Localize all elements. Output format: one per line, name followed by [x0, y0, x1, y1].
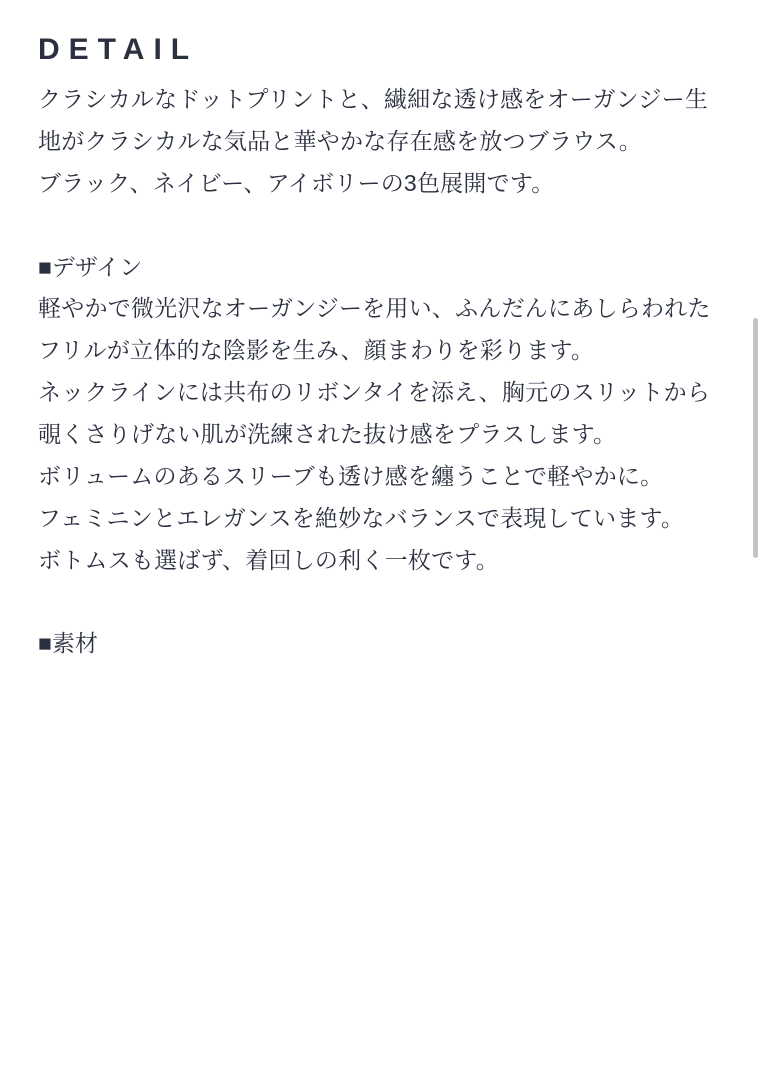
intro-paragraph-1: クラシカルなドットプリントと、繊細な透け感をオーガンジー生地がクラシカルな気品と華やかな存在感を放つブラウス。 — [38, 86, 709, 154]
design-paragraph-5: ボトムスも選ばず、着回しの利く一枚です。 — [38, 546, 499, 573]
design-paragraph-3: ボリュームのあるスリーブも透け感を纏うことで軽やかに。 — [38, 462, 664, 489]
spacer — [38, 205, 722, 247]
section-heading-design: ■デザイン — [38, 253, 143, 280]
design-paragraph-2: ネックラインには共布のリボンタイを添え、胸元のスリットから覗くさりげない肌が洗練された抜け感をプラスします。 — [38, 379, 711, 448]
scrollbar-thumb[interactable] — [753, 318, 758, 558]
design-paragraph-4: フェミニンとエレガンスを絶妙なバランスで表現しています。 — [38, 504, 685, 531]
page-title: DETAIL — [38, 33, 199, 66]
design-paragraph-1: 軽やかで微光沢なオーガンジーを用い、ふんだんにあしらわれたフリルが立体的な陰影を生み、顔まわりを彩ります。 — [38, 295, 711, 364]
intro-paragraph-2: ブラック、ネイビー、アイボリーの3色展開です。 — [38, 169, 555, 196]
section-heading-material: ■素材 — [38, 630, 98, 657]
spacer-2 — [38, 581, 722, 623]
